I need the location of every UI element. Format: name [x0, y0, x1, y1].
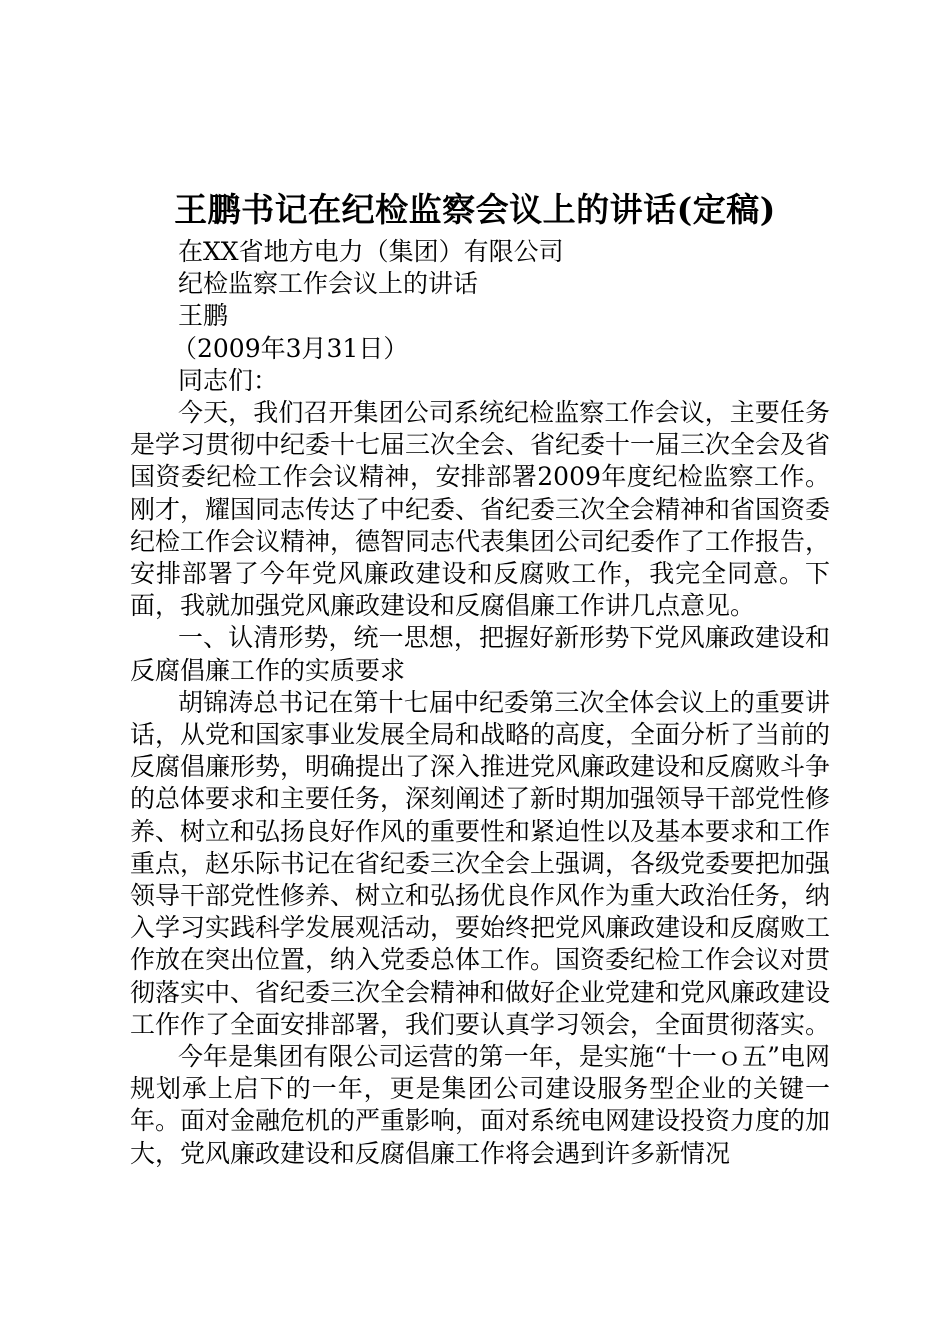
salutation: 同志们：	[178, 365, 279, 395]
document-body	[130, 236, 830, 1170]
header-meeting: 纪检监察工作会议上的讲话	[178, 269, 479, 299]
header-organization: 在XX省地方电力（集团）有限公司	[178, 237, 564, 266]
document-title: 王鹏书记在纪检监察会议上的讲话(定稿)	[174, 190, 776, 229]
paragraph-intro: 今天，我们召开集团公司系统纪检监察工作会议，主要任务是学习贯彻中纪委十七届三次全会、省纪委十一届三次全会及省国资委纪检工作会议精神，安排部署2009年度纪检监察工作。刚才，耀国同志传达了中纪委、省纪委三次全会精神和省国资委纪检工作会议精神，德智同志代表集团公司纪委作了工作报告，安排部署了今年党风廉政建设和反腐败工作，我完全同意。下面，我就加强党风廉政建设和反腐倡廉工作讲几点意见。	[130, 398, 831, 621]
paragraph-section-1: 胡锦涛总书记在第十七届中纪委第三次全体会议上的重要讲话，从党和国家事业发展全局和战略的高度，全面分析了当前的反腐倡廉形势，明确提出了深入推进党风廉政建设和反腐败斗争的总体要求和主要任务，深刻阐述了新时期加强领导干部党性修养、树立和弘扬良好作风的重要性和紧迫性以及基本要求和工作重点，赵乐际书记在省纪委三次全会上强调，各级党委要把加强领导干部党性修养、树立和弘扬优良作风作为重大政治任务，纳入学习实践科学发展观活动，要始终把党风廉政建设和反腐败工作放在突出位置，纳入党委总体工作。国资委纪检工作会议对贯彻落实中、省纪委三次全会精神和做好企业党建和党风廉政建设工作作了全面安排部署，我们要认真学习领会，全面贯彻落实。	[130, 687, 831, 1039]
section-heading-1: 一、认清形势，统一思想，把握好新形势下党风廉政建设和反腐倡廉工作的实质要求	[130, 623, 830, 685]
header-date: （2009年3月31日）	[172, 333, 409, 363]
header-speaker: 王鹏	[178, 301, 229, 331]
paragraph-section-1-cont: 今年是集团有限公司运营的第一年，是实施“十一ｏ五”电网规划承上启下的一年，更是集团公司建设服务型企业的关键一年。面对金融危机的严重影响，面对系统电网建设投资力度的加大，党风廉政建设和反腐倡廉工作将会遇到许多新情况	[130, 1042, 831, 1168]
